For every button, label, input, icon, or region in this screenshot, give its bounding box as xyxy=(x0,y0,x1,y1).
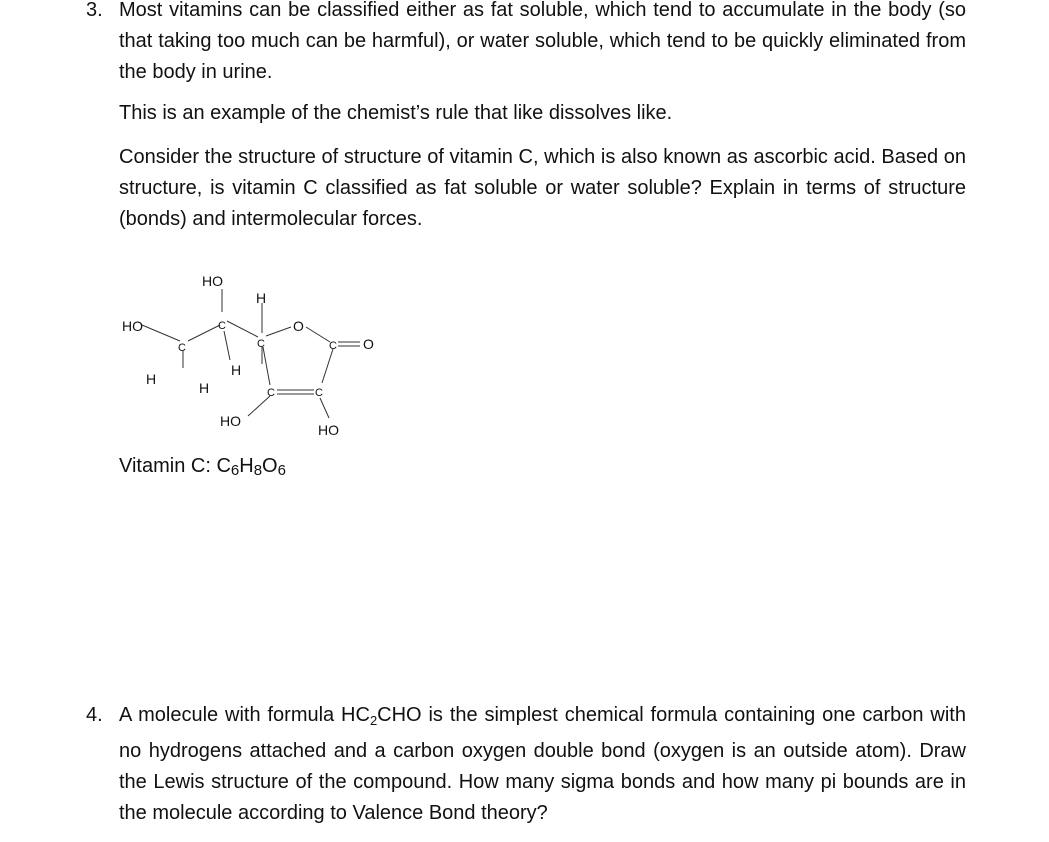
bond xyxy=(320,398,329,418)
question-paragraph: Most vitamins can be classified either as fat soluble, which tend to accumulate in the body (so that taking too much can be harmful), or water soluble, which tend to be quickly eliminated from the body in urine. xyxy=(119,0,966,83)
atom-label: C xyxy=(257,338,265,350)
bond xyxy=(263,347,270,385)
question-paragraph: A molecule with formula $HC_2CHO$ is the simplest chemical formula containing one carbon with no hydrogens attached and a carbon oxygen double bond (oxygen is an outside atom). Draw the Lewis structure of the compound. How many sigma bonds and how many pi bounds are in the molecule according to Valence Bond theory? xyxy=(119,704,966,824)
question-paragraph: Consider the structure of structure of vitamin C, which is also known as ascorbic acid. Based on structure, is vitamin C classified as fat soluble or water soluble? Explain in terms of structure (bonds) and intermolecular forces. xyxy=(119,146,966,230)
formula-subscript: 2 xyxy=(369,713,378,728)
question-number: 4. xyxy=(86,704,103,726)
atom-label: H xyxy=(256,290,267,306)
bond xyxy=(227,321,258,337)
atom-label: O xyxy=(363,336,374,352)
atom-label: HO xyxy=(220,413,241,429)
bond xyxy=(188,325,220,341)
question-3 xyxy=(86,0,966,235)
question-body xyxy=(119,0,966,235)
bond xyxy=(248,396,270,416)
atom-label: C xyxy=(218,320,226,332)
bond xyxy=(224,331,230,360)
vitamin-c-structure xyxy=(110,265,390,445)
structure-caption: Vitamin C: $C_6H_8O_6$ xyxy=(119,455,286,479)
bond xyxy=(322,349,333,383)
bond xyxy=(306,327,330,342)
atom-label: HO xyxy=(122,318,143,334)
atom-label: O xyxy=(293,318,304,334)
atom-label: C xyxy=(267,387,275,399)
atom-label: H xyxy=(231,362,242,378)
structure-diagram xyxy=(110,265,390,445)
atom-label: C xyxy=(178,342,186,354)
question-paragraph: This is an example of the chemist’s rule that like dissolves like. xyxy=(119,102,673,124)
atom-label: H xyxy=(146,371,157,387)
atom-label: C xyxy=(315,387,323,399)
atom-label: C xyxy=(329,340,337,352)
question-number: 3. xyxy=(86,0,103,21)
question-body xyxy=(119,700,966,829)
bond xyxy=(266,327,291,336)
atom-label: H xyxy=(199,380,210,396)
question-4 xyxy=(86,700,966,829)
atom-label: HO xyxy=(318,422,339,438)
bond xyxy=(142,325,180,341)
atom-label: HO xyxy=(202,273,223,289)
